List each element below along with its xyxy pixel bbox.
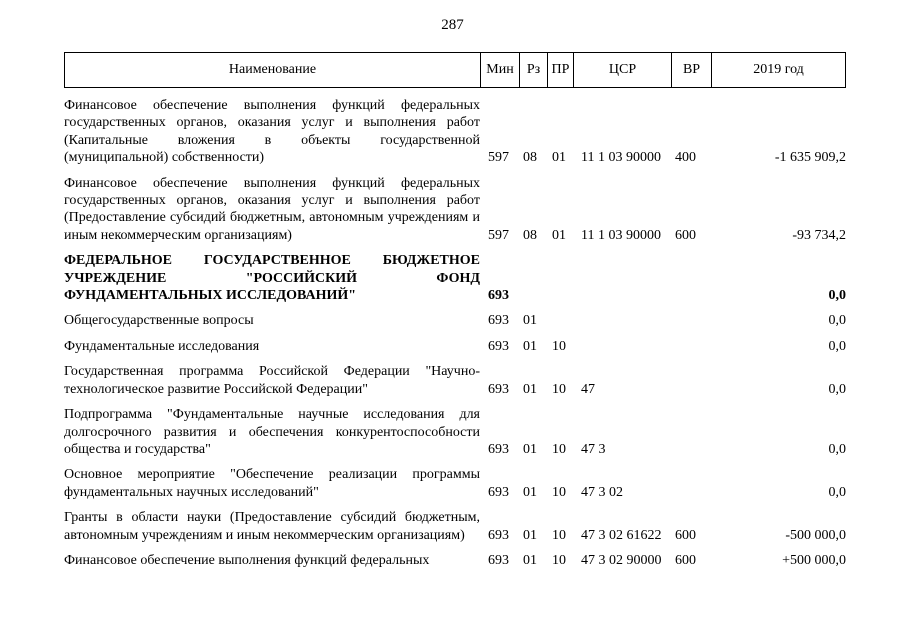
row-csr: 47 3 02 61622 bbox=[581, 527, 662, 543]
row-rz: 01 bbox=[523, 484, 537, 500]
row-csr: 47 3 02 bbox=[581, 484, 623, 500]
table-row bbox=[64, 552, 846, 569]
header-name: Наименование bbox=[65, 53, 481, 87]
table-row bbox=[64, 509, 846, 544]
budget-table-body bbox=[64, 97, 846, 577]
header-vr: ВР bbox=[672, 53, 712, 87]
row-vr: 600 bbox=[675, 527, 696, 543]
table-row bbox=[64, 175, 846, 245]
row-pr: 10 bbox=[552, 527, 566, 543]
table-row bbox=[64, 363, 846, 398]
table-row bbox=[64, 252, 846, 304]
row-sum: 0,0 bbox=[828, 288, 846, 304]
header-rz: Рз bbox=[520, 53, 548, 87]
row-sum: +500 000,0 bbox=[782, 552, 846, 568]
row-min: 693 bbox=[488, 313, 509, 329]
row-vr: 600 bbox=[675, 552, 696, 568]
row-min: 693 bbox=[488, 381, 509, 397]
row-pr: 10 bbox=[552, 338, 566, 354]
table-row bbox=[64, 466, 846, 501]
row-csr: 47 3 bbox=[581, 441, 606, 457]
row-sum: 0,0 bbox=[828, 484, 846, 500]
row-name: Общегосударственные вопросы bbox=[64, 313, 254, 329]
row-pr: 01 bbox=[552, 227, 566, 243]
table-row bbox=[64, 406, 846, 458]
row-vr: 400 bbox=[675, 150, 696, 166]
row-sum: -93 734,2 bbox=[792, 227, 846, 243]
row-name: Финансовое обеспечение выполнения функций федеральных государственных органов, оказания услуг и выполнения работ (Предоставление субсидий бюджетным, автономным учреждениям и иным некоммерческим организациям) bbox=[64, 175, 480, 243]
row-min: 693 bbox=[488, 288, 509, 304]
row-rz: 01 bbox=[523, 527, 537, 543]
row-csr: 47 3 02 90000 bbox=[581, 552, 662, 568]
row-sum: 0,0 bbox=[828, 338, 846, 354]
row-pr: 10 bbox=[552, 484, 566, 500]
row-rz: 01 bbox=[523, 313, 537, 329]
row-name: Финансовое обеспечение выполнения функций федеральных государственных органов, оказания услуг и выполнения работ (Капитальные вложения в объекты государственной (муниципальной) собственности) bbox=[64, 98, 480, 166]
row-pr: 10 bbox=[552, 381, 566, 397]
row-vr: 600 bbox=[675, 227, 696, 243]
header-csr: ЦСР bbox=[574, 53, 672, 87]
row-name: Гранты в области науки (Предоставление субсидий бюджетным, автономным учреждениям и иным некоммерческим организациям) bbox=[64, 510, 480, 543]
row-min: 693 bbox=[488, 552, 509, 568]
page-number: 287 bbox=[441, 17, 464, 33]
row-min: 597 bbox=[488, 150, 509, 166]
row-rz: 08 bbox=[523, 150, 537, 166]
row-min: 693 bbox=[488, 338, 509, 354]
row-csr: 11 1 03 90000 bbox=[581, 150, 661, 166]
row-sum: 0,0 bbox=[828, 313, 846, 329]
table-row bbox=[64, 97, 846, 167]
row-min: 693 bbox=[488, 484, 509, 500]
row-csr: 11 1 03 90000 bbox=[581, 227, 661, 243]
row-pr: 01 bbox=[552, 150, 566, 166]
row-rz: 08 bbox=[523, 227, 537, 243]
row-sum: -1 635 909,2 bbox=[774, 150, 846, 166]
row-sum: -500 000,0 bbox=[785, 527, 846, 543]
row-csr: 47 bbox=[581, 381, 595, 397]
row-rz: 01 bbox=[523, 338, 537, 354]
row-pr: 10 bbox=[552, 552, 566, 568]
row-rz: 01 bbox=[523, 381, 537, 397]
table-header bbox=[64, 52, 846, 88]
row-pr: 10 bbox=[552, 441, 566, 457]
table-row bbox=[64, 338, 846, 355]
row-min: 693 bbox=[488, 441, 509, 457]
row-name: Государственная программа Российской Федерации "Научно-технологическое развитие Российской Федерации" bbox=[64, 364, 480, 397]
row-name: Подпрограмма "Фундаментальные научные исследования для долгосрочного развития и обеспечения конкурентоспособности общества и государства" bbox=[64, 407, 480, 457]
row-rz: 01 bbox=[523, 552, 537, 568]
row-sum: 0,0 bbox=[828, 441, 846, 457]
header-year: 2019 год bbox=[753, 62, 804, 77]
row-name: Финансовое обеспечение выполнения функций федеральных bbox=[64, 552, 430, 568]
row-name: Фундаментальные исследования bbox=[64, 338, 260, 354]
row-sum: 0,0 bbox=[828, 381, 846, 397]
row-name: Основное мероприятие "Обеспечение реализации программы фундаментальных научных исследований" bbox=[64, 467, 480, 500]
table-row bbox=[64, 312, 846, 329]
row-min: 693 bbox=[488, 527, 509, 543]
header-min: Мин bbox=[481, 53, 520, 87]
row-name: ФЕДЕРАЛЬНОЕ ГОСУДАРСТВЕННОЕ БЮДЖЕТНОЕ УЧРЕЖДЕНИЕ "РОССИЙСКИЙ ФОНД ФУНДАМЕНТАЛЬНЫХ ИССЛЕДОВАНИЙ" bbox=[64, 253, 480, 304]
row-rz: 01 bbox=[523, 441, 537, 457]
row-min: 597 bbox=[488, 227, 509, 243]
header-pr: ПР bbox=[548, 53, 574, 87]
